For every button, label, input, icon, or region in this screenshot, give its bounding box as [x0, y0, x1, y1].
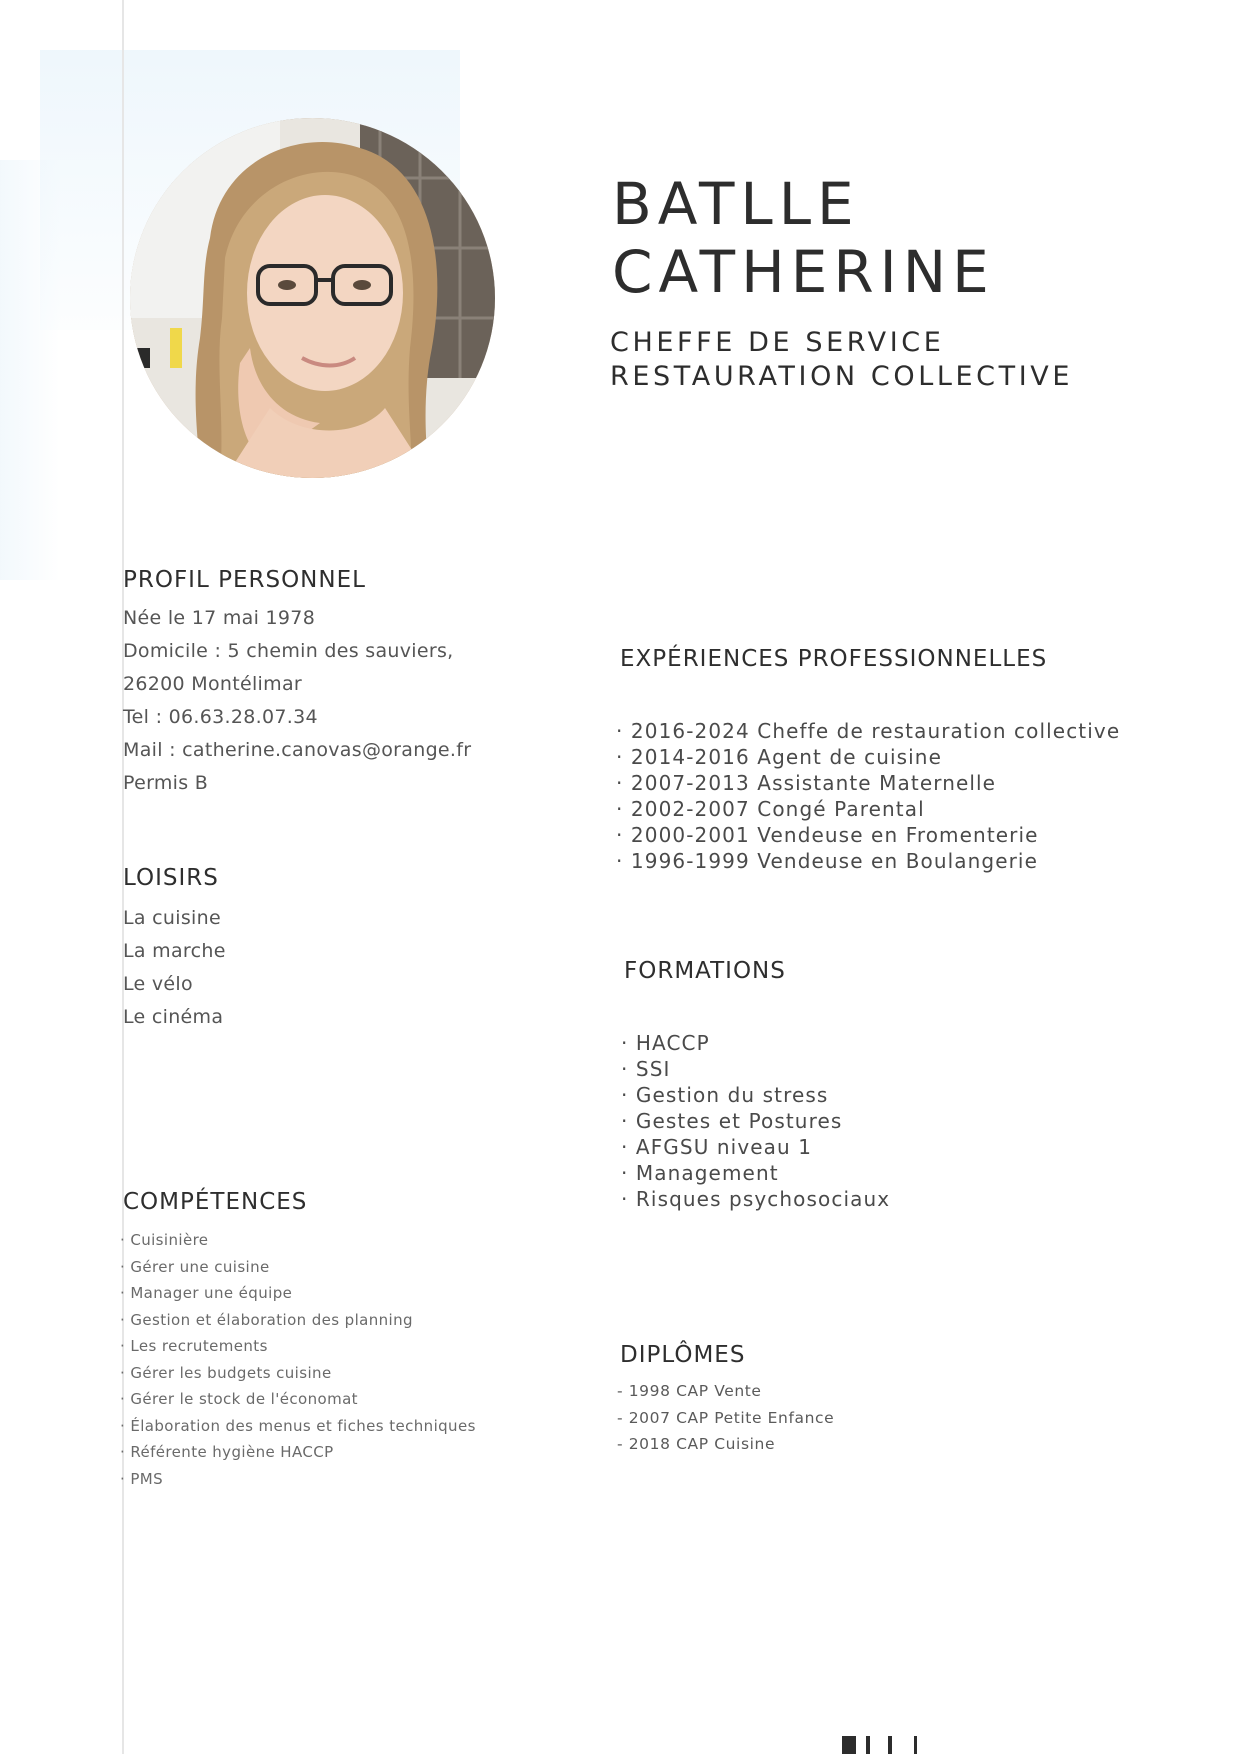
- formations-list: [621, 1030, 890, 1212]
- first-name: CATHERINE: [612, 238, 995, 306]
- competence-item: · Cuisinière: [120, 1231, 209, 1249]
- formation-item: · Management: [621, 1161, 779, 1185]
- experience-item: · 2002-2007 Congé Parental: [616, 797, 925, 821]
- experience-item: · 2016-2024 Cheffe de restauration collective: [616, 719, 1121, 743]
- loisir-item: La cuisine: [123, 907, 221, 929]
- loisir-item: Le vélo: [123, 973, 193, 995]
- experiences-heading: EXPÉRIENCES PROFESSIONNELLES: [620, 646, 1048, 672]
- experiences-list: [616, 718, 1120, 874]
- profil-heading: PROFIL PERSONNEL: [123, 567, 366, 593]
- last-name: BATLLE: [612, 170, 860, 238]
- competence-item: · Les recrutements: [120, 1337, 268, 1355]
- diplome-item: - 1998 CAP Vente: [617, 1382, 762, 1400]
- formation-item: · Gestes et Postures: [621, 1109, 843, 1133]
- candidate-name: [612, 170, 995, 306]
- competences-list: [120, 1227, 476, 1492]
- loisir-item: Le cinéma: [123, 1006, 224, 1028]
- profile-photo: [130, 118, 495, 478]
- diplomes-heading: DIPLÔMES: [620, 1342, 746, 1368]
- loisirs-heading: LOISIRS: [123, 865, 219, 891]
- experience-item: · 1996-1999 Vendeuse en Boulangerie: [616, 849, 1038, 873]
- profil-email: Mail : catherine.canovas@orange.fr: [123, 739, 472, 761]
- competence-item: · PMS: [120, 1469, 164, 1488]
- formation-item: · Gestion du stress: [621, 1083, 829, 1107]
- formation-item: · SSI: [621, 1057, 671, 1081]
- portrait-illustration: [130, 118, 495, 478]
- diplomes-list: [617, 1378, 834, 1458]
- scan-bottom-marks: [842, 1736, 962, 1754]
- competence-item: · Gérer les budgets cuisine: [120, 1363, 332, 1382]
- formation-item: · Risques psychosociaux: [621, 1187, 891, 1211]
- competence-item: · Gérer une cuisine: [120, 1257, 270, 1276]
- formation-item: · HACCP: [621, 1031, 710, 1055]
- competence-item: · Élaboration des menus et fiches techniques: [120, 1416, 476, 1435]
- profil-phone: Tel : 06.63.28.07.34: [123, 706, 318, 728]
- formation-item: · AFGSU niveau 1: [621, 1135, 813, 1159]
- profil-birthdate: Née le 17 mai 1978: [123, 607, 316, 629]
- job-title-line-1: CHEFFE DE SERVICE: [610, 327, 945, 358]
- experience-item: · 2007-2013 Assistante Maternelle: [616, 771, 997, 795]
- competence-item: · Manager une équipe: [120, 1284, 293, 1302]
- experience-item: · 2014-2016 Agent de cuisine: [616, 745, 942, 769]
- profil-list: [123, 602, 471, 800]
- profil-address-line-1: Domicile : 5 chemin des sauviers,: [123, 640, 454, 662]
- competence-item: · Référente hygiène HACCP: [120, 1443, 334, 1461]
- loisirs-list: [123, 902, 226, 1034]
- scan-tint-edge: [0, 160, 60, 580]
- job-title-line-2: RESTAURATION COLLECTIVE: [610, 361, 1074, 392]
- job-title: [610, 326, 1073, 394]
- loisir-item: La marche: [123, 940, 226, 962]
- experience-item: · 2000-2001 Vendeuse en Fromenterie: [616, 823, 1039, 847]
- competence-item: · Gestion et élaboration des planning: [120, 1310, 413, 1329]
- diplome-item: - 2018 CAP Cuisine: [617, 1435, 776, 1453]
- profil-address-line-2: 26200 Montélimar: [123, 673, 303, 695]
- competences-heading: COMPÉTENCES: [123, 1189, 308, 1215]
- diplome-item: - 2007 CAP Petite Enfance: [617, 1408, 835, 1427]
- formations-heading: FORMATIONS: [624, 958, 786, 984]
- competence-item: · Gérer le stock de l'économat: [120, 1390, 358, 1408]
- profil-license: Permis B: [123, 772, 209, 794]
